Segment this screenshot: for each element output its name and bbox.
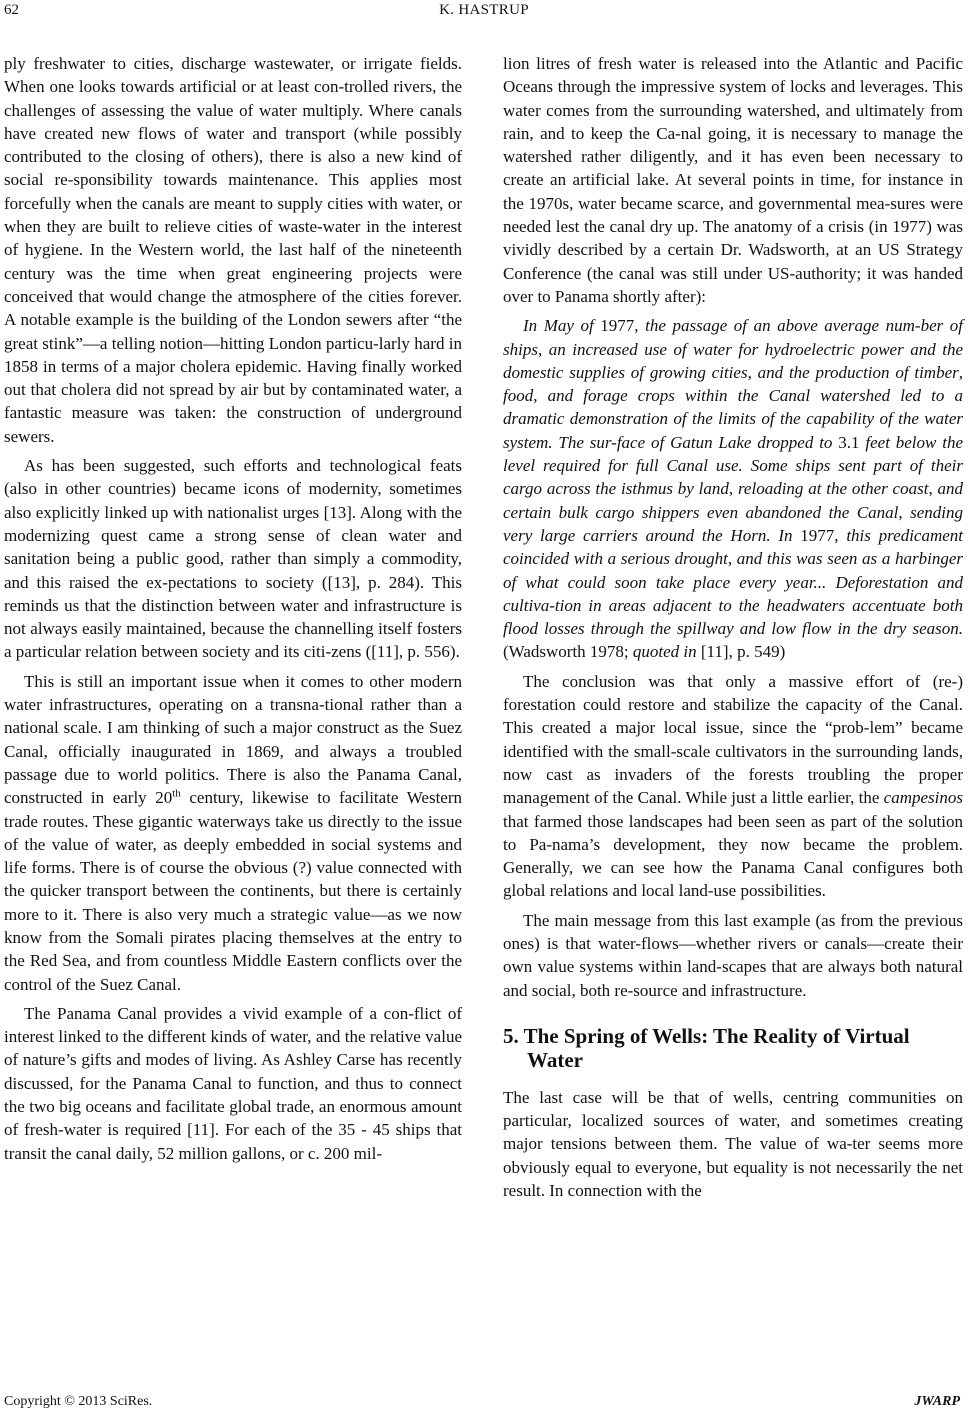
paragraph: The Panama Canal provides a vivid example of a con-flict of interest linked to the different kinds of water, and the relative value of nature’s gifts and modes of living. As Ashley Carse has recently discussed, for the Panama Canal to function, and thus to connect the two big oceans and facilitate global trade, an enormous amount of fresh-water is required [11]. For each of the 35 - 45 ships that transit the canal daily, 52 million gallons, or c. 200 mil- xyxy=(4,1003,462,1163)
left-column xyxy=(4,52,462,1171)
running-header-author: K. HASTRUP xyxy=(439,2,529,18)
block-quote: In May of 1977, the passage of an above average num-ber of ships, an increased use of water for hydroelectric power and the domestic supplies of growing cities, and the production of timber, food, and forage crops within the Canal watershed led to a dramatic demonstration of the limits of the capability of the water system. The sur-face of Gatun Lake dropped to 3.1 feet below the level required for full Canal use. Some ships sent part of their cargo across the isthmus by land, reloading at the other coast, and certain bulk cargo shippers even abandoned the Canal, sending very large carriers around the Horn. In 1977, this predicament coincided with a serious drought, and this was seen as a harbinger of what could soon take place every year... Deforestation and cultiva-tion in areas adjacent to the headwaters accentuate both flood losses through the spillway and low flow in the dry season. (Wadsworth 1978; quoted in [11], p. 549) xyxy=(503,316,964,662)
superscript: th xyxy=(172,787,181,800)
page-number: 62 xyxy=(4,2,19,18)
paragraph: The main message from this last example (as from the previous ones) is that water-flows—whether rivers or canals—create their own value systems within land-scapes that are always both natural and social, both re-source and infrastructure. xyxy=(503,910,963,1000)
paragraph: This is still an important issue when it comes to other modern water infrastructures, operating on a transna-tional rather than a national scale. I am thinking of such a major construct as the Suez Canal, officially inaugurated in 1869, and always a troubled passage due to world politics. There is also the Panama Canal, constructed in early 20th century, likewise to facilitate Western trade routes. These gigantic waterways take us directly to the issue of the value of water, as deeply embedded in social systems and life forms. There is of course the obvious (?) value connected with the quicker transport between the continents, but there is certainly more to it. There is also very much a strategic value—as we now know from the Somali pirates placing themselves at the entry to the Red Sea, and from countless Middle Eastern conflicts over the control of the Suez Canal. xyxy=(4,671,462,994)
paragraph: The conclusion was that only a massive effort of (re-) forestation could restore and stabilize the capacity of the Canal. This created a major local issue, since the “prob-lem” became identified with the small-scale cultivators in the surrounding lands, now cast as invaders of the forests troubling the proper management of the Canal. While just a little earlier, the campesinos that farmed those landscapes had been seen as part of the solution to Pa-nama’s development, they now became the problem. Generally, we can see how the Panama Canal configures both global relations and local land-use possibilities. xyxy=(503,671,963,901)
emphasis: campesinos xyxy=(883,788,963,808)
paragraph: lion litres of fresh water is released into the Atlantic and Pacific Oceans through the impressive system of locks and leverages. This water comes from the surrounding watershed, and ultimately from rain, and to keep the Ca-nal going, it is necessary to manage the watershed rather diligently, and it has even been necessary to create an artificial lake. At several points in time, for instance in the 1970s, water became scarce, and governmental mea-sures were needed lest the canal dry up. The anatomy of a crisis (in 1977) was vividly described by a certain Dr. Wadsworth, at an US Strategy Conference (the canal was still under US-authority; it was handed over to Panama shortly after): xyxy=(503,54,963,306)
footer-copyright: Copyright © 2013 SciRes. xyxy=(4,1394,153,1409)
footer-journal: JWARP xyxy=(914,1394,960,1409)
paragraph: As has been suggested, such efforts and technological feats (also in other countries) became icons of modernity, sometimes also explicitly linked up with nationalist urges [13]. Along with the modernizing quest came a strong sense of clean water and sanitation being a public good, rather than simply a commodity, and this raised the ex-pectations to society ([13], p. 284). This reminds us that the distinction between water and infrastructure is not always easily maintained, because the channelling itself fosters a particular relation between society and its citi-zens ([11], p. 556). xyxy=(4,456,462,662)
paragraph: The last case will be that of wells, centring communities on particular, localized sources of water, and sometimes creating major tensions between them. The value of wa-ter seems more obviously equal to everyone, but equality is not necessarily the net result. In connection with the xyxy=(503,1087,963,1201)
paragraph: ply freshwater to cities, discharge wastewater, or irrigate fields. When one looks towards artificial or at least con-trolled rivers, the challenges of assessing the value of water multiply. Where canals have created new flows of water and transport (while possibly contributed to the closing of others), there is also a new kind of social re-sponsibility towards maintenance. This applies most forcefully when the canals are meant to supply cities with water, or when they are built to relieve cities of waste-water in the interest of hygiene. In the Western world, the last half of the nineteenth century was the time when great engineering projects were conceived that would change the atmosphere of the cities forever. A notable example is the building of the London sewers after “the great stink”—a telling notion—hitting London particu-larly hard in 1858 in terms of a major cholera epidemic. Having finally worked out that cholera did not spread by air but by contaminated water, a fantastic measure was taken: the construction of underground sewers. xyxy=(4,54,462,446)
section-heading: 5. The Spring of Wells: The Reality of Virtual Water xyxy=(503,1023,910,1072)
right-column xyxy=(503,52,963,1208)
